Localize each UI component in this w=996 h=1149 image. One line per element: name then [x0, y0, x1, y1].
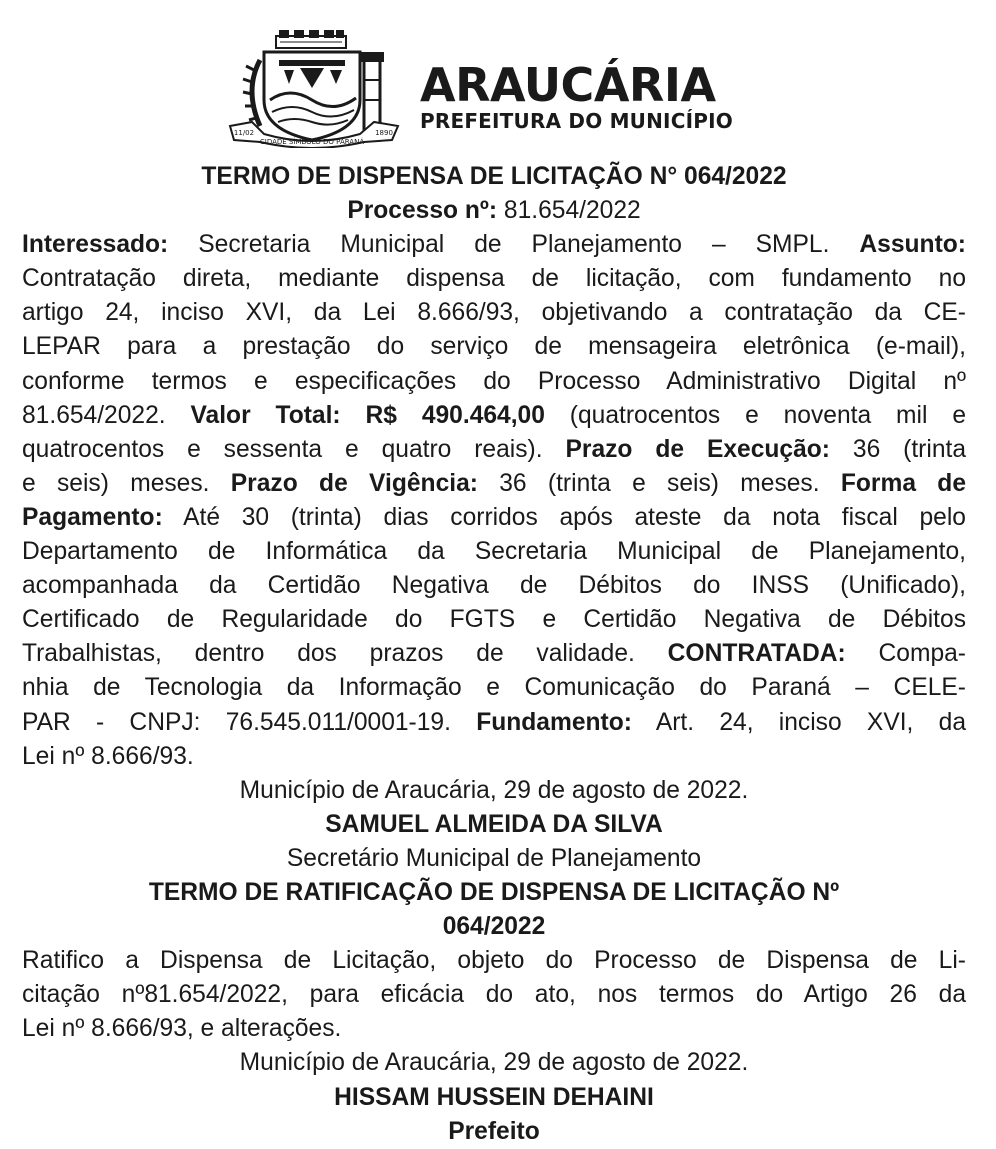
dispensa-text-run: Contratação direta, mediante dispensa de licitação, com fundamento no	[22, 265, 966, 293]
dispensa-text-line	[22, 535, 966, 569]
dispensa-text-run: artigo 24, inciso XVI, da Lei 8.666/93, objetivando a contratação da CE-	[22, 299, 966, 327]
dispensa-text-line	[22, 740, 966, 774]
dispensa-text-line	[22, 467, 966, 501]
ratificacao-text-line: citação nº81.654/2022, para eficácia do ato, nos termos do Artigo 26 da	[22, 981, 966, 1009]
dispensa-text-line	[22, 399, 966, 433]
dispensa-text-line	[22, 365, 966, 399]
dispensa-text-run: 81.654/2022.	[22, 401, 191, 429]
dispensa-text-run: Compa-	[845, 640, 966, 668]
dispensa-text-line	[22, 637, 966, 671]
crest-right-year: 1890	[375, 129, 393, 137]
brand-logo	[420, 58, 733, 133]
dispensa-text-line	[22, 706, 966, 740]
dispensa-text-line	[22, 671, 966, 705]
ratificacao-title-line1: TERMO DE RATIFICAÇÃO DE DISPENSA DE LICITAÇÃO Nº	[148, 878, 840, 906]
ratificacao-signer-name: HISSAM HUSSEIN DEHAINI	[334, 1083, 654, 1111]
dispensa-text-line	[22, 603, 966, 637]
dispensa-text-run: Departamento de Informática da Secretaria Municipal de Planejamento,	[22, 538, 966, 566]
brand-subtitle: PREFEITURA DO MUNICÍPIO	[420, 109, 733, 133]
crest-left-date: 11/02	[233, 129, 255, 137]
ratificacao-text-line: Ratifico a Dispensa de Licitação, objeto do Processo de Dispensa de Li-	[22, 947, 966, 975]
dispensa-text-run: PAR - CNPJ: 76.545.011/0001-19.	[22, 708, 477, 736]
dispensa-signer-role: Secretário Municipal de Planejamento	[286, 844, 702, 872]
processo-label: Processo nº:	[347, 197, 498, 225]
processo-line	[22, 194, 966, 228]
dispensa-bold-run: Assunto:	[859, 231, 966, 259]
ratificacao-title-line2: 064/2022	[442, 913, 546, 941]
dispensa-text-run: acompanhada da Certidão Negativa de Débitos do INSS (Unificado),	[22, 572, 966, 600]
ratificacao-body	[22, 944, 966, 1046]
dispensa-text-run: Certificado de Regularidade do FGTS e Certidão Negativa de Débitos	[22, 606, 966, 634]
dispensa-text-line	[22, 262, 966, 296]
dispensa-text-run: Lei nº 8.666/93.	[22, 742, 194, 770]
dispensa-text-line	[22, 433, 966, 467]
dispensa-text-run: Até 30 (trinta) dias corridos após ateste da nota fiscal pelo	[162, 503, 966, 531]
dispensa-text-run: quatrocentos e sessenta e quatro reais).	[22, 435, 566, 463]
page-header	[0, 22, 996, 150]
dispensa-text-run: conforme termos e especificações do Processo Administrativo Digital nº	[22, 367, 966, 395]
crest-ribbon-text: CIDADE SÍMBOLO DO PARANÁ	[259, 138, 365, 146]
dispensa-bold-run: Forma de	[840, 469, 967, 497]
dispensa-text-line	[22, 330, 966, 364]
dispensa-text-run: LEPAR para a prestação do serviço de mensageira eletrônica (e-mail),	[22, 333, 966, 361]
dispensa-text-line	[22, 501, 966, 535]
dispensa-text-run: 36 (trinta	[829, 435, 967, 463]
ratificacao-place-date: Município de Araucária, 29 de agosto de 2022.	[239, 1049, 749, 1077]
dispensa-text-line	[22, 296, 966, 330]
dispensa-bold-run: Prazo de Execução:	[565, 435, 830, 463]
dispensa-bold-run: Interessado:	[22, 231, 169, 259]
dispensa-text-run: (quatrocentos e noventa mil e	[544, 401, 966, 429]
dispensa-text-run: 36 (trinta e seis) meses.	[477, 469, 841, 497]
dispensa-bold-run: CONTRATADA:	[667, 640, 846, 668]
municipal-crest-icon	[224, 30, 404, 148]
document-body	[22, 160, 966, 1149]
dispensa-text-run: Secretaria Municipal de Planejamento – SMPL.	[168, 231, 860, 259]
ratificacao-signer-role: Prefeito	[448, 1117, 540, 1145]
dispensa-text-run: e seis) meses.	[22, 469, 231, 497]
ratificacao-text-line: Lei nº 8.666/93, e alterações.	[22, 1015, 342, 1043]
brand-name: ARAUCÁRIA	[420, 58, 716, 112]
dispensa-bold-run: Fundamento:	[476, 708, 632, 736]
processo-value: 81.654/2022	[497, 197, 641, 225]
dispensa-bold-run: Valor Total: R$ 490.464,00	[190, 401, 545, 429]
dispensa-title: TERMO DE DISPENSA DE LICITAÇÃO N° 064/2022	[201, 163, 787, 190]
dispensa-text-run: nhia de Tecnologia da Informação e Comunicação do Paraná – CELE-	[22, 674, 966, 702]
dispensa-signer-name: SAMUEL ALMEIDA DA SILVA	[325, 810, 663, 838]
dispensa-text-run: Trabalhistas, dentro dos prazos de validade.	[22, 640, 668, 668]
dispensa-place-date: Município de Araucária, 29 de agosto de 2022.	[239, 776, 749, 804]
dispensa-text-run: Art. 24, inciso XVI, da	[631, 708, 966, 736]
dispensa-text-line	[22, 228, 966, 262]
dispensa-text-line	[22, 569, 966, 603]
dispensa-bold-run: Pagamento:	[22, 503, 163, 531]
dispensa-body	[22, 228, 966, 774]
dispensa-bold-run: Prazo de Vigência:	[230, 469, 478, 497]
